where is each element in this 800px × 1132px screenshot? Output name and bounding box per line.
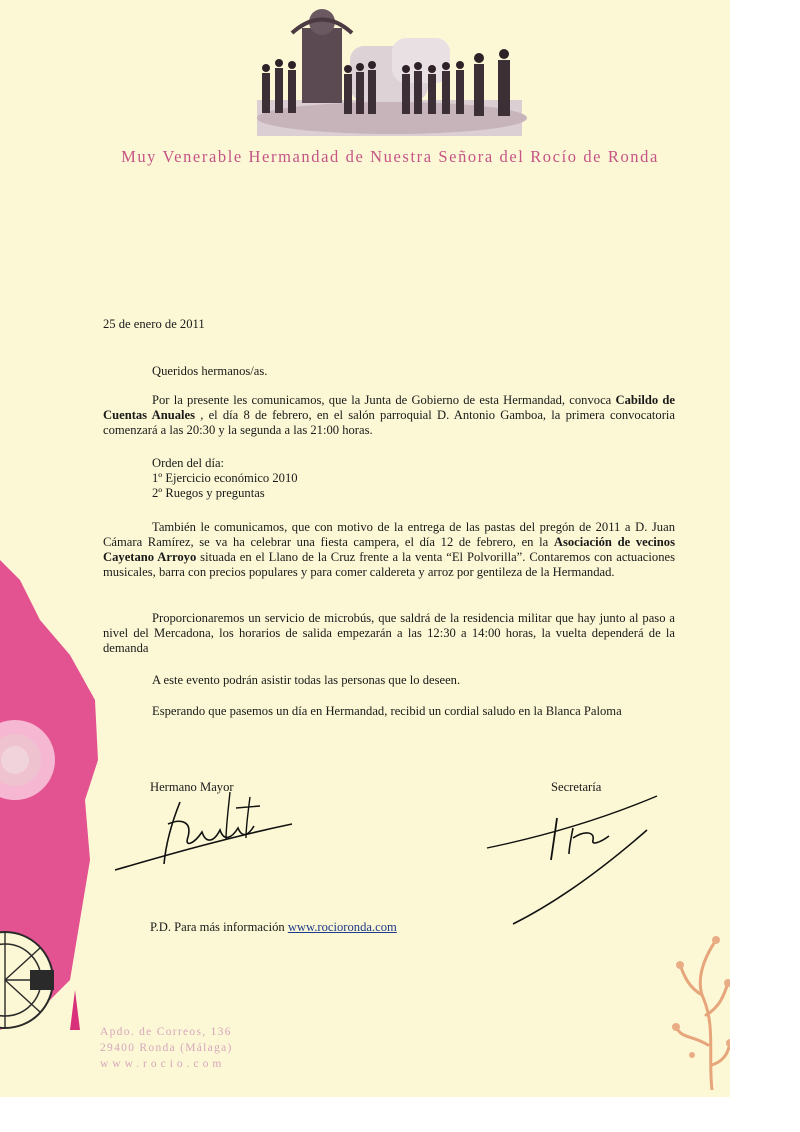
signature-title-right: Secretaría xyxy=(551,780,602,794)
agenda-item: 2º Ruegos y preguntas xyxy=(152,486,265,500)
coral-flower-ornament-icon xyxy=(672,935,730,1090)
greeting: Queridos hermanos/as. xyxy=(152,364,268,378)
postscript-label: P.D. Para más información xyxy=(150,920,288,934)
paragraph-cabildo xyxy=(103,393,675,438)
agenda-item: 1º Ejercicio económico 2010 xyxy=(152,471,298,485)
paragraph-microbus: Proporcionaremos un servicio de microbús, que saldrá de la residencia militar que hay junto al paso a nivel del Mercadona, los horarios de salida empezarán a las 12:30 a 14:00 horas, la vuelta dependerá de la demanda xyxy=(103,611,675,655)
paragraph-attendance: A este evento podrán asistir todas las personas que lo deseen. xyxy=(152,673,461,687)
paragraph-closing: Esperando que pasemos un día en Hermandad, recibid un cordial saludo en la Blanca Paloma xyxy=(152,704,622,718)
paragraph-text: Por la presente les comunicamos, que la Junta de Gobierno de esta Hermandad, convoca xyxy=(152,393,616,407)
footer-line: Apdo. de Correos, 136 xyxy=(100,1026,232,1038)
postscript xyxy=(150,920,397,935)
paragraph-fiesta xyxy=(103,520,675,580)
agenda-title: Orden del día: xyxy=(152,456,225,470)
agenda xyxy=(152,456,724,501)
paragraph-text: situada en el Llano de la Cruz frente a la venta “El Polvorilla”. Contaremos con actuaciones musicales, barra con precios populares y para comer caldereta y arroz por gentileza de la Hermandad. xyxy=(103,550,675,579)
paragraph-bold: Asociación de vecinos Cayetano Arroyo xyxy=(103,535,675,564)
pink-carriage-ornament-icon xyxy=(0,560,100,1030)
footer-address xyxy=(100,1024,233,1072)
signature-right xyxy=(485,788,665,928)
paragraph-text: También le comunicamos, que con motivo de la entrega de las pastas del pregón de 2011 a D. Juan Cámara Ramírez, se va ha celebrar una fiesta campera, el día 12 de febrero, en la xyxy=(103,520,675,549)
letter-date: 25 de enero de 2011 xyxy=(103,317,205,331)
paragraph-text: , el día 8 de febrero, en el salón parroquial D. Antonio Gamboa, la primera convocatoria comenzará a las 20:30 y la segunda a las 21:00 horas. xyxy=(103,408,675,437)
paragraph-bold: Cabildo de Cuentas Anuales xyxy=(103,393,676,422)
organization-name: Muy Venerable Hermandad de Nuestra Señora del Rocío de Ronda xyxy=(121,147,659,166)
website-link[interactable]: www.rocioronda.com xyxy=(287,920,397,934)
footer-line: 29400 Ronda (Málaga) xyxy=(100,1042,233,1054)
pilgrimage-procession-photo xyxy=(252,8,527,136)
footer-website: www.rocio.com xyxy=(100,1058,226,1070)
signature-left xyxy=(110,782,300,877)
signature-title-left: Hermano Mayor xyxy=(150,780,234,794)
